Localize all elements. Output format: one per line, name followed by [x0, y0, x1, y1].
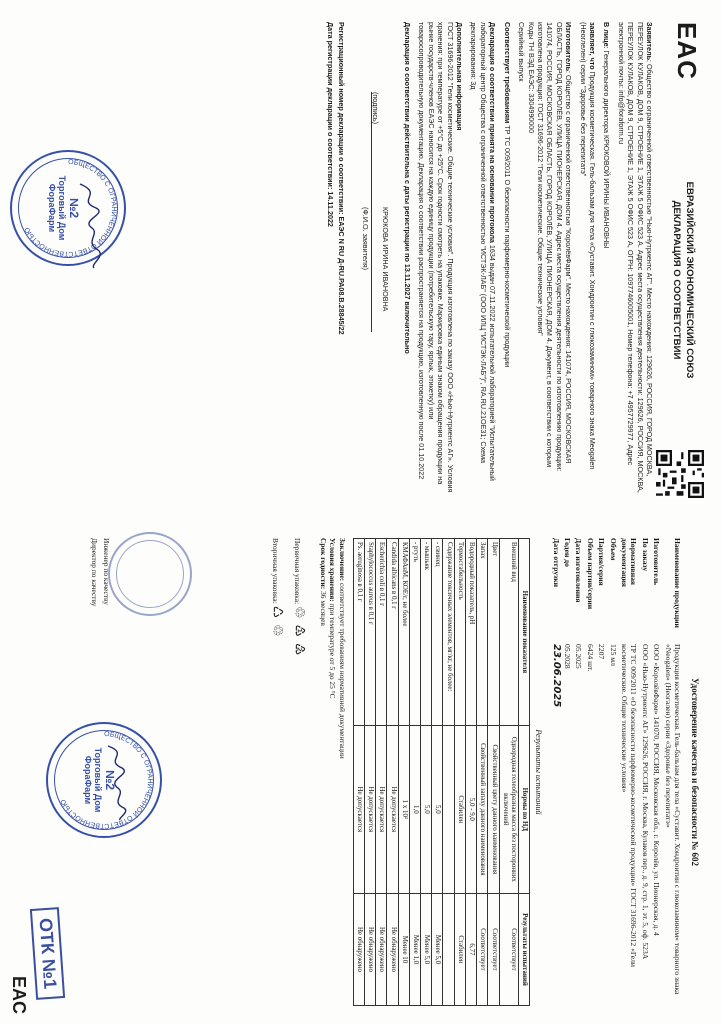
declaration-heading: ДЕКЛАРАЦИЯ О СООТВЕТСТВИИ — [671, 200, 682, 360]
norm-cell: 1,0 — [409, 725, 420, 893]
stamp-logo-icon: №2 — [103, 769, 118, 791]
recycle-icon: ♲ — [290, 605, 307, 619]
norm-cell: Свойственный запаху данного наименования — [477, 725, 488, 893]
qr-code-icon — [656, 450, 704, 498]
stamp-sub: Торговый Дом — [57, 175, 68, 241]
declaration-body — [403, 22, 654, 498]
norm-cell: 5,0 — [432, 725, 443, 893]
table-row — [376, 539, 387, 1006]
stamp-logo-icon: №2 — [67, 197, 82, 219]
indicator-cell: Термостабильность — [454, 539, 465, 726]
table-row — [488, 539, 499, 1006]
norm-cell — [443, 725, 454, 893]
table-row — [421, 539, 432, 1006]
test-results-table — [353, 538, 530, 1006]
person-paragraph: В лице: Генерального директора КРЮКОВОЙ ИРИНЫ ИВАНОВНЫ — [602, 22, 612, 249]
result-cell: Не обнаружено — [365, 893, 376, 1005]
applicant-label: Заявитель — [645, 22, 654, 61]
product-label: Наименование продукции — [673, 538, 682, 628]
batchsize-label: Объем партии/серии — [585, 538, 595, 610]
results-title: Результаты испытаний — [534, 729, 544, 815]
table-row — [499, 539, 518, 1006]
shelf-label: Годен до — [562, 538, 572, 567]
table-row — [409, 539, 420, 1006]
indicator-cell: Ps. aeruginosa в 0,1 г — [353, 539, 364, 726]
norm-cell: 5,0 — [421, 725, 432, 893]
table-row — [353, 539, 364, 1006]
result-cell: Не обнаружено — [353, 893, 364, 1005]
result-cell — [443, 893, 454, 1005]
validity-text: Декларация о соответствии действительна с даты регистрации по 13.11.2027 включительно — [403, 22, 413, 354]
indicator-cell: Цвет — [488, 539, 499, 726]
volume-value: 125 мл — [608, 644, 618, 666]
conclusion-value: соответствует требованиям нормативной документации — [337, 582, 347, 759]
table-row — [477, 539, 488, 1006]
norm-cell: Не допускается — [365, 725, 376, 893]
indicator-cell: Запах — [477, 539, 488, 726]
recycle-icon: ♴ — [290, 642, 307, 656]
declaration-header — [654, 22, 704, 498]
result-cell: Менее 1,0 — [409, 893, 420, 1005]
result-cell: Менее 5,0 — [421, 893, 432, 1005]
norm-cell: 1 х 10³ — [398, 725, 409, 893]
norm-cell: Однородная гелеобразная масса без посторонних включений — [499, 725, 518, 893]
norm-cell: Не допускается — [376, 725, 387, 893]
maker-paragraph: Изготовитель: Общество с ограниченной ответственностью "КоролёвФарм". Место нахождения: 141074, РОССИЯ, МОСКОВСКАЯ ОБЛАСТЬ, ГОРОД КОРОЛЁВ, УЛИЦА ПИОНЕРСКАЯ, ДОМ 4. Адрес места осуществления деятельности по изготовлению продукции: 141074, РОССИЯ, МОСКОВСКАЯ ОБЛАСТЬ, ГОРОД КОРОЛЁВ, УЛИЦА ПИОНЕРСКАЯ, ДОМ 4. Документ, в соответствии с которым изготовлена продукция: ГОСТ 31696-2012 "Гели косметические. Общие технические условия" Коды ТН ВЭД ЕАЭС: 3304990000 Серийный выпуск — [517, 22, 574, 472]
secondary-packaging-row — [269, 538, 285, 641]
person-label: В лице — [602, 22, 612, 47]
norm-cell: Не допускается — [387, 725, 398, 893]
signer-name: КРЮКОВА ИРИНА ИВАНОВНА — [380, 207, 390, 312]
registration-date: Дата регистрации декларации о соответствии: 14.11.2022 — [325, 22, 335, 227]
mfgdate-value: 05.2025 — [574, 644, 584, 669]
eac-mark-small: EAC — [9, 975, 29, 1014]
secondary-packaging-label: Вторичная упаковка: — [270, 538, 280, 604]
conforms-paragraph — [502, 22, 511, 498]
recycle-icon: ♲ — [268, 624, 285, 637]
indicator-cell: Внешний вид — [499, 539, 518, 726]
recycle-icon: ♳ — [290, 624, 307, 637]
company-stamp-faint — [108, 532, 192, 616]
norm-cell: Не допускается — [353, 725, 364, 893]
indicator-cell: - мышьяк — [421, 539, 432, 726]
order-value: ООО «Нью-Нутриентс АГ» 129626, РОССИЯ, г. Москва, Кулаков пер., д. 9, стр. 1, эт. 5, оф. 523А — [640, 644, 650, 960]
table-row — [443, 539, 454, 1006]
norm-value: ТР ТС 009/2011 «О безопасности парфюмерно-косметической продукции» ГОСТ 31696-2012 «Гели косметические. Общие технические условия» — [619, 644, 639, 967]
stamp-sub: Торговый Дом — [93, 747, 104, 813]
primary-packaging-row — [291, 538, 307, 659]
indicator-cell: Staphylococcus aureus в 0,1 г — [365, 539, 376, 726]
result-cell: Стабилен — [454, 893, 465, 1005]
mfgdate-label: Дата изготовления — [574, 538, 584, 603]
packaging-section — [249, 538, 309, 1006]
table-row — [454, 539, 465, 1006]
result-cell: Менее 5,0 — [432, 893, 443, 1005]
order-label: По заказу — [640, 538, 650, 572]
table-row — [387, 539, 398, 1006]
indicator-cell: Escherichia coli в 0,1 г — [376, 539, 387, 726]
conclusion-line — [337, 538, 346, 1006]
table-row — [465, 539, 476, 1006]
table-row — [432, 539, 443, 1006]
eac-mark: EAC — [672, 22, 702, 80]
norm-cell: Стабилен — [454, 725, 465, 893]
result-cell: Менее 10 — [398, 893, 409, 1005]
signature-caption: (подпись) — [370, 92, 380, 124]
norm-label: Нормативная документация — [619, 538, 639, 587]
validity-paragraph — [403, 22, 412, 498]
shipdate-label: Дата отгрузки — [551, 538, 561, 587]
result-cell: Соответствует — [499, 893, 518, 1005]
batch-value: 2207 — [597, 644, 607, 660]
product-value: Продукция косметическая. Гель-бальзам для тела «Суставит. Хондроитин с глюкозамином» товарного знака «Neogalen» (Неогален) серии «Здоровье без перепитатэ» — [663, 644, 682, 995]
indicator-cell: Содержание токсичных элементов, мг/кг, не более: — [443, 539, 454, 726]
declares-text: Продукция косметическая. Гель-бальзам для тела «Суставит. Хондроитин с глюкозамином» товарного знака Meogalen (Неоглелен) серии "Здоровье без перепитатэ" — [578, 22, 597, 470]
storage-label: Условия хранения: — [328, 538, 338, 602]
svg-text:ОБЩЕСТВО С ОГРАНИЧЕННОЙ ОТВЕТС: ОБЩЕСТВО С ОГРАНИЧЕННОЙ ОТВЕТСТВЕННОСТЬЮ — [59, 730, 154, 830]
indicator-cell: Водородный показатель, рН — [465, 539, 476, 726]
signer-role: (Ф.И.О. заявителя) — [360, 207, 370, 271]
extra-paragraph — [417, 22, 464, 498]
table-header-result: Результаты испытаний — [518, 893, 529, 1005]
conforms-text: ТР ТС 009/2011 О безопасности парфюмерно-косметической продукции — [502, 125, 512, 368]
certificate-title: Удостоверение качества и безопасности № 602 — [690, 677, 700, 867]
conclusion-label: Заключение: — [337, 538, 347, 582]
maker-value: ООО «КоролёвФарм» 141070, РОССИЯ, Московская обл., г. Королёв, ул. Пионерская, д. 4 — [652, 644, 662, 936]
indicator-cell: КМАФАнМ, КОЕ/г, не более — [398, 539, 409, 726]
basis-label: Декларация о соответствии принята на основании протокола — [488, 22, 498, 243]
norm-cell: Свойственный цвету данного наименования — [488, 725, 499, 893]
norm-cell: 5,0 - 9,0 — [465, 725, 476, 893]
registration-number: Регистрационный номер декларации о соответствии: ЕАЭС N RU Д-RU.РА08.В.28845/22 — [336, 22, 346, 335]
svg-text:ОБЩЕСТВО С ОГРАНИЧЕННОЙ ОТВЕТС: ОБЩЕСТВО С ОГРАНИЧЕННОЙ ОТВЕТСТВЕННОСТЬЮ — [23, 158, 118, 258]
indicator-cell: - свинец — [432, 539, 443, 726]
extra-label: Дополнительная информация — [455, 22, 465, 131]
tnved-code: Коды ТН ВЭД ЕАЭС: 3304990000 — [526, 22, 536, 134]
director-label: Директор по качеству — [90, 538, 99, 607]
inspector-label: Инженер по качеству — [102, 538, 111, 605]
serial-release: Серийный выпуск — [517, 22, 527, 82]
certificate-conclusion — [319, 538, 347, 1006]
result-cell: Не обнаружено — [387, 893, 398, 1005]
shelf-value: 05.2028 — [562, 644, 572, 669]
result-cell: Не обнаружено — [376, 893, 387, 1005]
table-header-norm: Нормы по НД — [518, 725, 529, 893]
expiry-line — [319, 538, 328, 1006]
volume-label: Объем — [608, 538, 618, 561]
quality-certificate-section — [0, 512, 722, 1024]
shipdate-value: 23.06.2025 — [550, 644, 562, 708]
declaration-signature-area — [310, 22, 398, 498]
indicator-cell: Candida albicans в 0,1 г — [387, 539, 398, 726]
indicator-cell: - ртуть — [409, 539, 420, 726]
conforms-label: Соответствует требованиям — [502, 22, 512, 124]
batchsize-value: 6424 шт. — [585, 644, 595, 672]
declaration-title — [670, 142, 696, 418]
maker-text: Общество с ограниченной ответственностью "КоролёвФарм". Место нахождения: 141074, РОССИЯ, МОСКОВСКАЯ ОБЛАСТЬ, ГОРОД КОРОЛЁВ, УЛИЦА ПИОНЕРСКАЯ, ДОМ 4. Адрес места осуществления деятельности по изготовлению продукции: 141074, РОССИЯ, МОСКОВСКАЯ ОБЛАСТЬ, ГОРОД КОРОЛЁВ, УЛИЦА ПИОНЕРСКАЯ, ДОМ 4. Документ, в соответствии с которым изготовлена продукция: ГОСТ 31696-2012 "Гели косметические. Общие технические условия" — [535, 22, 574, 472]
result-cell: Соответствует — [488, 893, 499, 1005]
basis-text: 1634 выдан 07.11.2022 испытательной лабораторией "Испытательный лабораторный центр Общества с ограниченной ответственностью "ИСТЭК-ЛАБ" (ООО ИЛЦ "ИСТЭК-ЛАБ")", RA.RU.21ОЕ31; Схема декларирования: 3д — [469, 22, 498, 481]
applicant-text: Общество с ограниченной ответственностью "Нью-Нутриентс АГ". Место нахождения: 129626, РОССИЯ, ГОРОД МОСКВА, ПЕРЕУЛОК КУЛАКОВ, ДОМ 9, СТРОЕНИЕ 1, ЭТАЖ 5 ОФИС 523 А. Адрес места осуществления деятельности: 129626, РОССИЯ, МОСКВА, ПЕРЕУЛОК КУЛАКОВ, ДОМ 9, СТРОЕНИЕ 1, ЭТАЖ 5 ОФИС 523 А, ОГРН: 1097746005001, Номер телефона: +7 4957729977, Адрес электронной почты: info@foraform.ru — [616, 22, 654, 493]
batch-label: Партия/серия — [597, 538, 607, 586]
certificate-details — [551, 538, 682, 1006]
union-title: ЕВРАЗИЙСКИЙ ЭКОНОМИЧЕСКИЙ СОЮЗ — [684, 181, 695, 379]
basis-paragraph — [469, 22, 497, 498]
table-header-indicator: Наименование показателя — [518, 539, 529, 726]
otk-stamp: ОТК №1 — [30, 907, 65, 1000]
storage-line — [328, 538, 337, 1006]
stamp-center: ФораФарм — [47, 183, 58, 233]
table-row — [398, 539, 409, 1006]
declares-paragraph — [578, 22, 597, 498]
signature-line — [371, 92, 372, 332]
result-cell: Соответствует — [477, 893, 488, 1005]
stamp-center: ФораФарм — [83, 755, 94, 805]
test-results-body — [353, 539, 518, 1006]
table-header-row — [518, 539, 529, 1006]
storage-value: при температуре от 5 до 25 °С — [328, 603, 338, 699]
declares-label: заявляет, что — [587, 22, 597, 70]
handwritten-signature-icon — [70, 180, 110, 270]
maker-label: Изготовитель — [652, 538, 662, 586]
extra-text: ГОСТ 31696-2012 "Гели косметические. Общие технические условия". Продукция изготовлена по заказу ООО «Нью-Нутриентс АГ». Условия хранения: при температуре от +5°С до +25°С. Срок годности смотреть на упаковке. Маркировка единым знаком обращения продукции на рынке государств-членов ЕАЭС наносится на каждую единицу продукции (потребительскую тару, ярлык, этикетку) или товаросопроводительную документацию. Декларация о соответствии распространяется на продукцию, изготовленную после 01.10.2022 — [417, 22, 455, 493]
table-row — [365, 539, 376, 1006]
primary-packaging-label: Первичная упаковка: — [292, 538, 302, 605]
person-text: Генерального директора КРЮКОВОЙ ИРИНЫ ИВАНОВНЫ — [602, 50, 612, 249]
handwritten-signature-icon — [98, 742, 134, 822]
result-cell: 6,77 — [465, 893, 476, 1005]
expiry-value: 36 месяцев — [319, 591, 329, 626]
expiry-label: Срок годности: — [319, 538, 329, 590]
recycle-icon: ♺ — [268, 605, 285, 619]
maker-label: Изготовитель — [564, 22, 574, 72]
stamp-inner-ring — [116, 540, 184, 608]
applicant-paragraph: Заявитель: Общество с ограниченной ответственностью "Нью-Нутриентс АГ". Место нахождения: 129626, РОССИЯ, ГОРОД МОСКВА, ПЕРЕУЛОК КУЛАКОВ, ДОМ 9, СТРОЕНИЕ 1, ЭТАЖ 5 ОФИС 523 А. Адрес места осуществления деятельности: 129626, РОССИЯ, МОСКВА, ПЕРЕУЛОК КУЛАКОВ, ДОМ 9, СТРОЕНИЕ 1, ЭТАЖ 5 ОФИС 523 А, ОГРН: 1097746005001, Номер телефона: +7 4957729977, Адрес электронной почты: info@foraform.ru — [616, 22, 654, 493]
